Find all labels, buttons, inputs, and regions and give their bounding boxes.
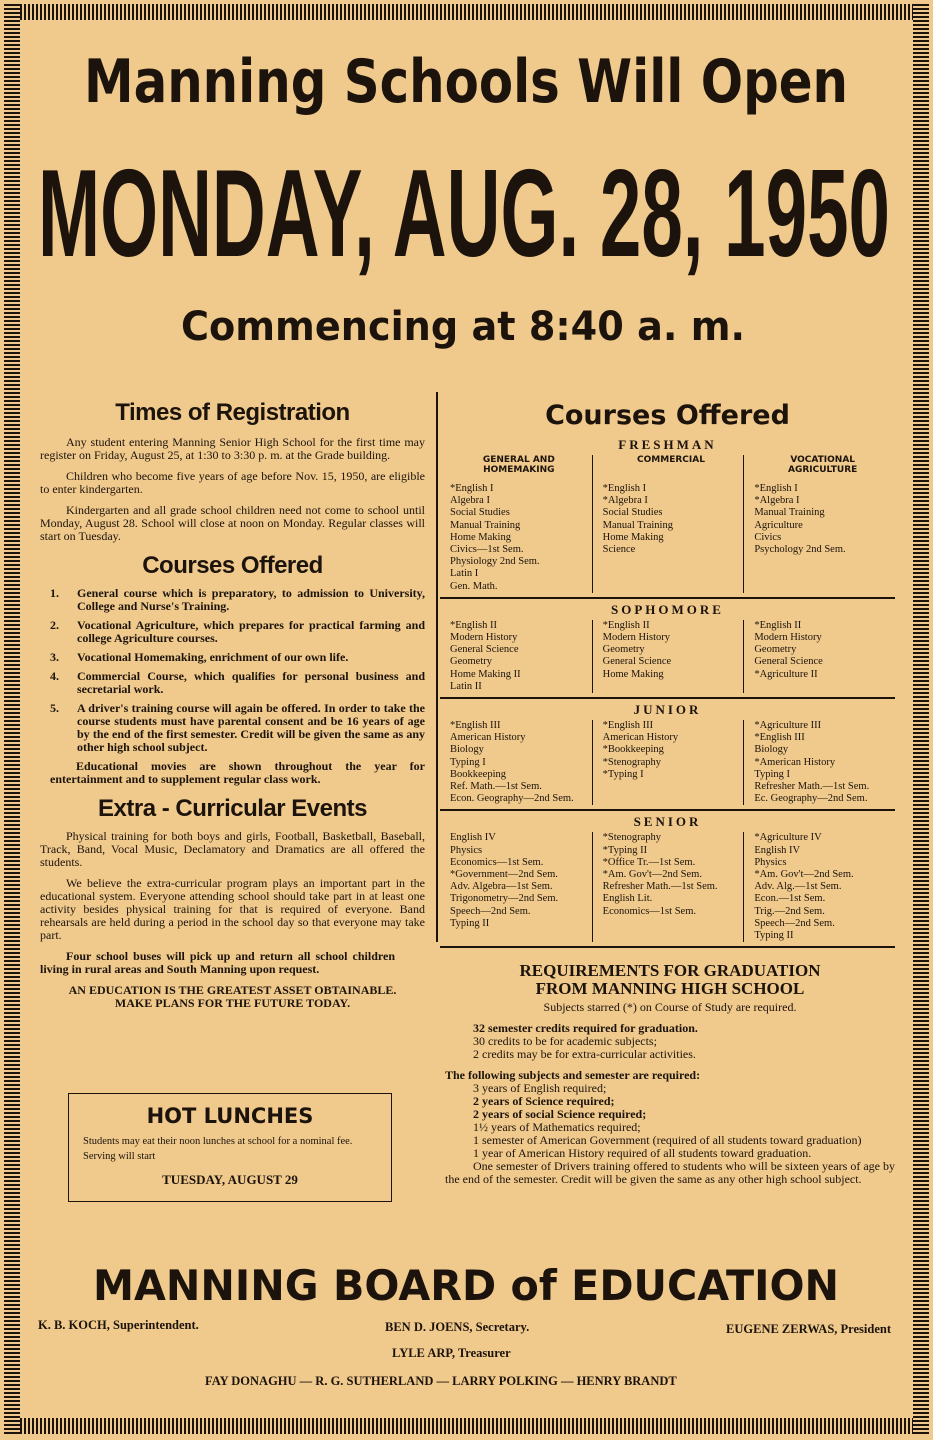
course-entry: Manual Training [602, 519, 673, 531]
year-courses [440, 455, 895, 599]
extra-paragraph: We believe the extra-curricular program plays an important part in the educational system. Everyone attending school should take part in at least one activity besides physical training for that is required of everyone. Band rehearsals are held during a period in the school day so that everyone may take part. [40, 876, 425, 942]
hot-lunches-text: Students may eat their noon lunches at school for a nominal fee. Serving will start [83, 1136, 353, 1162]
course-entry: *English III [450, 720, 501, 732]
course-entry: English IV [754, 844, 801, 856]
course-entry: *English III [754, 732, 805, 744]
course-item: 1. General course which is preparatory, to admission to University, College and Nurse's Training. [50, 586, 425, 613]
column-divider [436, 392, 438, 942]
hot-lunches-box [68, 1093, 392, 1202]
course-entry: Economics—1st Sem. [602, 905, 696, 917]
course-entry: Civics—1st Sem. [450, 544, 524, 556]
course-entry: Ec. Geography—2nd Sem. [754, 793, 868, 805]
registration-paragraph: Children who become five years of age before Nov. 15, 1950, are eligible to enter kindergarten. [40, 469, 425, 496]
course-entry: *English I [450, 483, 494, 494]
border-top [4, 4, 929, 20]
course-entry: Latin II [450, 680, 482, 692]
course-entry: Psychology 2nd Sem. [754, 544, 846, 556]
opening-date [35, 145, 893, 283]
year-heading: FRESHMAN [618, 437, 717, 452]
year-courses [440, 620, 895, 699]
course-entry: General Science [754, 656, 823, 668]
course-column [592, 455, 744, 593]
course-entry: Geometry [450, 656, 492, 668]
start-time-text: Commencing at 8:40 a. m. [181, 304, 745, 350]
course-column [592, 620, 744, 693]
course-item: 3. Vocational Homemaking, enrichment of our own life. [50, 650, 349, 664]
opening-date-text: MONDAY, AUG. 28, 1950 [38, 145, 890, 283]
course-entry: Physics [754, 856, 787, 868]
course-entry: *English II [450, 619, 497, 631]
headline-text: Manning Schools Will Open [84, 47, 848, 117]
course-table [440, 398, 895, 948]
course-entry: American History [450, 732, 526, 744]
course-entry: Econ.—1st Sem. [754, 893, 826, 905]
course-entry: Refresher Math.—1st Sem. [602, 881, 718, 893]
course-entry: Biology [754, 744, 789, 756]
start-time [178, 298, 748, 352]
course-entry: Manual Training [450, 519, 521, 531]
course-list [50, 587, 425, 754]
course-entry: Bookkeeping [450, 768, 506, 780]
starred-note: Subjects starred (*) on Course of Study are required. [543, 1000, 797, 1015]
border-right [913, 4, 929, 1434]
course-entry: Typing I [450, 756, 486, 768]
subject-line: 1½ years of Mathematics required; [473, 1120, 641, 1135]
course-entry: Civics [754, 531, 782, 543]
course-entry: *Am. Gov't—2nd Sem. [602, 869, 702, 881]
course-entry: Adv. Alg.—1st Sem. [754, 881, 842, 893]
course-column [592, 720, 744, 805]
secretary: BEN D. JOENS, Secretary. [385, 1320, 530, 1334]
headline [80, 40, 852, 116]
year-courses [440, 832, 895, 948]
border-left [4, 4, 20, 1434]
course-entry: Home Making [602, 531, 664, 543]
course-column [592, 832, 744, 942]
course-entry: *American History [754, 756, 836, 768]
course-column [743, 455, 895, 593]
course-entry: Gen. Math. [450, 580, 498, 592]
course-entry: Science [602, 544, 636, 556]
course-entry: Modern History [450, 632, 518, 644]
course-entry: Geometry [602, 644, 645, 656]
course-entry: Modern History [602, 632, 671, 644]
following-heading: The following subjects and semester are required: [445, 1068, 701, 1083]
course-entry: Refresher Math.—1st Sem. [754, 781, 870, 793]
course-entry: Physics [450, 844, 483, 856]
course-entry: *English II [602, 619, 650, 631]
course-entry: Geometry [754, 644, 797, 656]
course-entry: General Science [602, 656, 672, 668]
course-entry: *English II [754, 619, 802, 631]
course-column [743, 620, 895, 693]
course-entry: Home Making [602, 668, 664, 680]
registration-title: Times of Registration [115, 399, 350, 426]
subject-line: 2 years of social Science required; [473, 1107, 647, 1122]
superintendent: K. B. KOCH, Superintendent. [38, 1318, 199, 1332]
column-heading: COMMERCIAL [637, 455, 705, 465]
registration-paragraph: Any student entering Manning Senior High School for the first time may register on Friday, August 25, at 1:30 to 3:30 p. m. at the Grade building. [40, 435, 425, 462]
column-heading: VOCATIONAL AGRICULTURE [788, 455, 858, 475]
course-entry: Modern History [754, 632, 822, 644]
graduation-requirements [440, 962, 895, 1186]
course-entry: *Typing I [602, 768, 644, 780]
course-entry: Social Studies [602, 507, 663, 519]
course-entry: *Stenography [602, 832, 661, 844]
course-entry: Home Making [450, 531, 511, 543]
course-entry: Econ. Geography—2nd Sem. [450, 793, 574, 805]
board-title-text: MANNING BOARD of EDUCATION [93, 1261, 839, 1310]
extra-title: Extra - Curricular Events [98, 795, 367, 822]
course-column [440, 620, 592, 693]
course-entry: Home Making II [450, 668, 521, 680]
year-heading: SENIOR [633, 814, 702, 830]
course-entry: Manual Training [754, 507, 825, 519]
course-entry: *Am. Gov't—2nd Sem. [754, 869, 854, 881]
course-entry: Ref. Math.—1st Sem. [450, 781, 542, 793]
year-heading: SOPHOMORE [611, 601, 724, 617]
subject-line: 3 years of English required; [473, 1081, 607, 1096]
course-entry: *Agriculture II [754, 668, 818, 680]
course-column [440, 720, 592, 805]
credit-line: 30 credits to be for academic subjects; [473, 1034, 657, 1049]
course-column [440, 832, 592, 942]
course-entry: Agriculture [754, 519, 803, 531]
course-entry: Trig.—2nd Sem. [754, 905, 825, 917]
course-entry: *Office Tr.—1st Sem. [602, 856, 696, 868]
course-entry: *Bookkeeping [602, 744, 664, 756]
course-entry: Biology [450, 744, 484, 756]
course-entry: English IV [450, 832, 496, 844]
course-entry: Typing I [754, 768, 791, 780]
course-entry: *Agriculture III [754, 720, 822, 732]
course-column [743, 832, 895, 942]
course-item: 2. Vocational Agriculture, which prepares for practical farming and college Agriculture courses. [50, 618, 425, 645]
left-column [40, 398, 425, 1010]
course-entry: *English III [602, 720, 654, 732]
right-column [440, 398, 895, 1186]
treasurer: LYLE ARP, Treasurer [392, 1346, 511, 1360]
board-title [90, 1256, 842, 1310]
course-entry: *English I [602, 483, 647, 494]
year-courses [440, 720, 895, 811]
course-entry: Economics—1st Sem. [450, 856, 544, 868]
course-entry: *Algebra I [602, 495, 648, 507]
course-entry: Social Studies [450, 507, 510, 519]
requirements-title: REQUIREMENTS FOR GRADUATION FROM MANNING HIGH SCHOOL [519, 961, 821, 999]
course-entry: Physiology 2nd Sem. [450, 556, 540, 568]
course-entry: Adv. Algebra—1st Sem. [450, 881, 553, 893]
slogan: AN EDUCATION IS THE GREATEST ASSET OBTAINABLE. MAKE PLANS FOR THE FUTURE TODAY. [68, 983, 397, 1010]
courses-title: Courses Offered [142, 552, 323, 579]
course-entry: American History [602, 732, 679, 744]
course-entry: English Lit. [602, 893, 653, 905]
hot-lunches-title: HOT LUNCHES [146, 1104, 314, 1128]
president: EUGENE ZERWAS, President [726, 1322, 891, 1336]
registration-paragraph: Kindergarten and all grade school children need not come to school until Monday, August 28. School will close at noon on Monday. Regular classes will start on Tuesday. [40, 503, 425, 543]
course-entry: *Agriculture IV [754, 832, 822, 844]
course-entry: Speech—2nd Sem. [754, 917, 835, 929]
course-entry: Typing II [450, 917, 490, 929]
course-entry: Typing II [754, 930, 794, 942]
border-bottom [4, 1418, 929, 1434]
course-entry: General Science [450, 644, 519, 656]
movies-note: Educational movies are shown throughout the year for entertainment and to supplement regular class work. [50, 759, 425, 786]
course-entry: *Typing II [602, 844, 648, 856]
course-column [743, 720, 895, 805]
course-entry: Latin I [450, 568, 479, 580]
subject-line: 1 semester of American Government (required of all students toward graduation) [473, 1133, 862, 1148]
drivers-note: One semester of Drivers training offered to students who will be sixteen years of age by the end of the semester. Credit will be given the same as any other high school subject. [445, 1159, 895, 1187]
column-heading: GENERAL AND HOMEMAKING [482, 455, 555, 475]
course-item: 5. A driver's training course will again be offered. In order to take the course students must have parental consent and be 16 years of age by the end of the first semester. Credit will be given the same as any other high school subject. [50, 701, 425, 754]
course-entry: Speech—2nd Sem. [450, 905, 531, 917]
course-column [440, 455, 592, 593]
course-entry: Trigonometry—2nd Sem. [450, 893, 559, 905]
course-entry: *Stenography [602, 756, 661, 768]
year-heading: JUNIOR [633, 702, 702, 718]
course-entry: *Government—2nd Sem. [450, 869, 558, 881]
buses-note: Four school buses will pick up and return all school children living in rural areas and South Manning upon request. [40, 949, 395, 976]
credit-line: 32 semester credits required for graduation. [473, 1021, 698, 1036]
subject-line: 1 year of American History required of all students toward graduation. [473, 1146, 812, 1161]
board-members: FAY DONAGHU — R. G. SUTHERLAND — LARRY POLKING — HENRY BRANDT [205, 1374, 677, 1388]
credit-line: 2 credits may be for extra-curricular activities. [473, 1047, 696, 1062]
extra-paragraph: Physical training for both boys and girls, Football, Basketball, Baseball, Track, Band, Vocal Music, Declamatory and Dramatics are all offered the students. [40, 829, 425, 869]
subject-line: 2 years of Science required; [473, 1094, 615, 1109]
course-entry: *English I [754, 483, 798, 494]
course-entry: Algebra I [450, 495, 490, 507]
course-table-title: Courses Offered [545, 400, 790, 431]
course-item: 4. Commercial Course, which qualifies for personal business and secretarial work. [50, 669, 425, 696]
course-entry: *Algebra I [754, 495, 800, 507]
hot-lunches-date: TUESDAY, AUGUST 29 [162, 1172, 298, 1187]
